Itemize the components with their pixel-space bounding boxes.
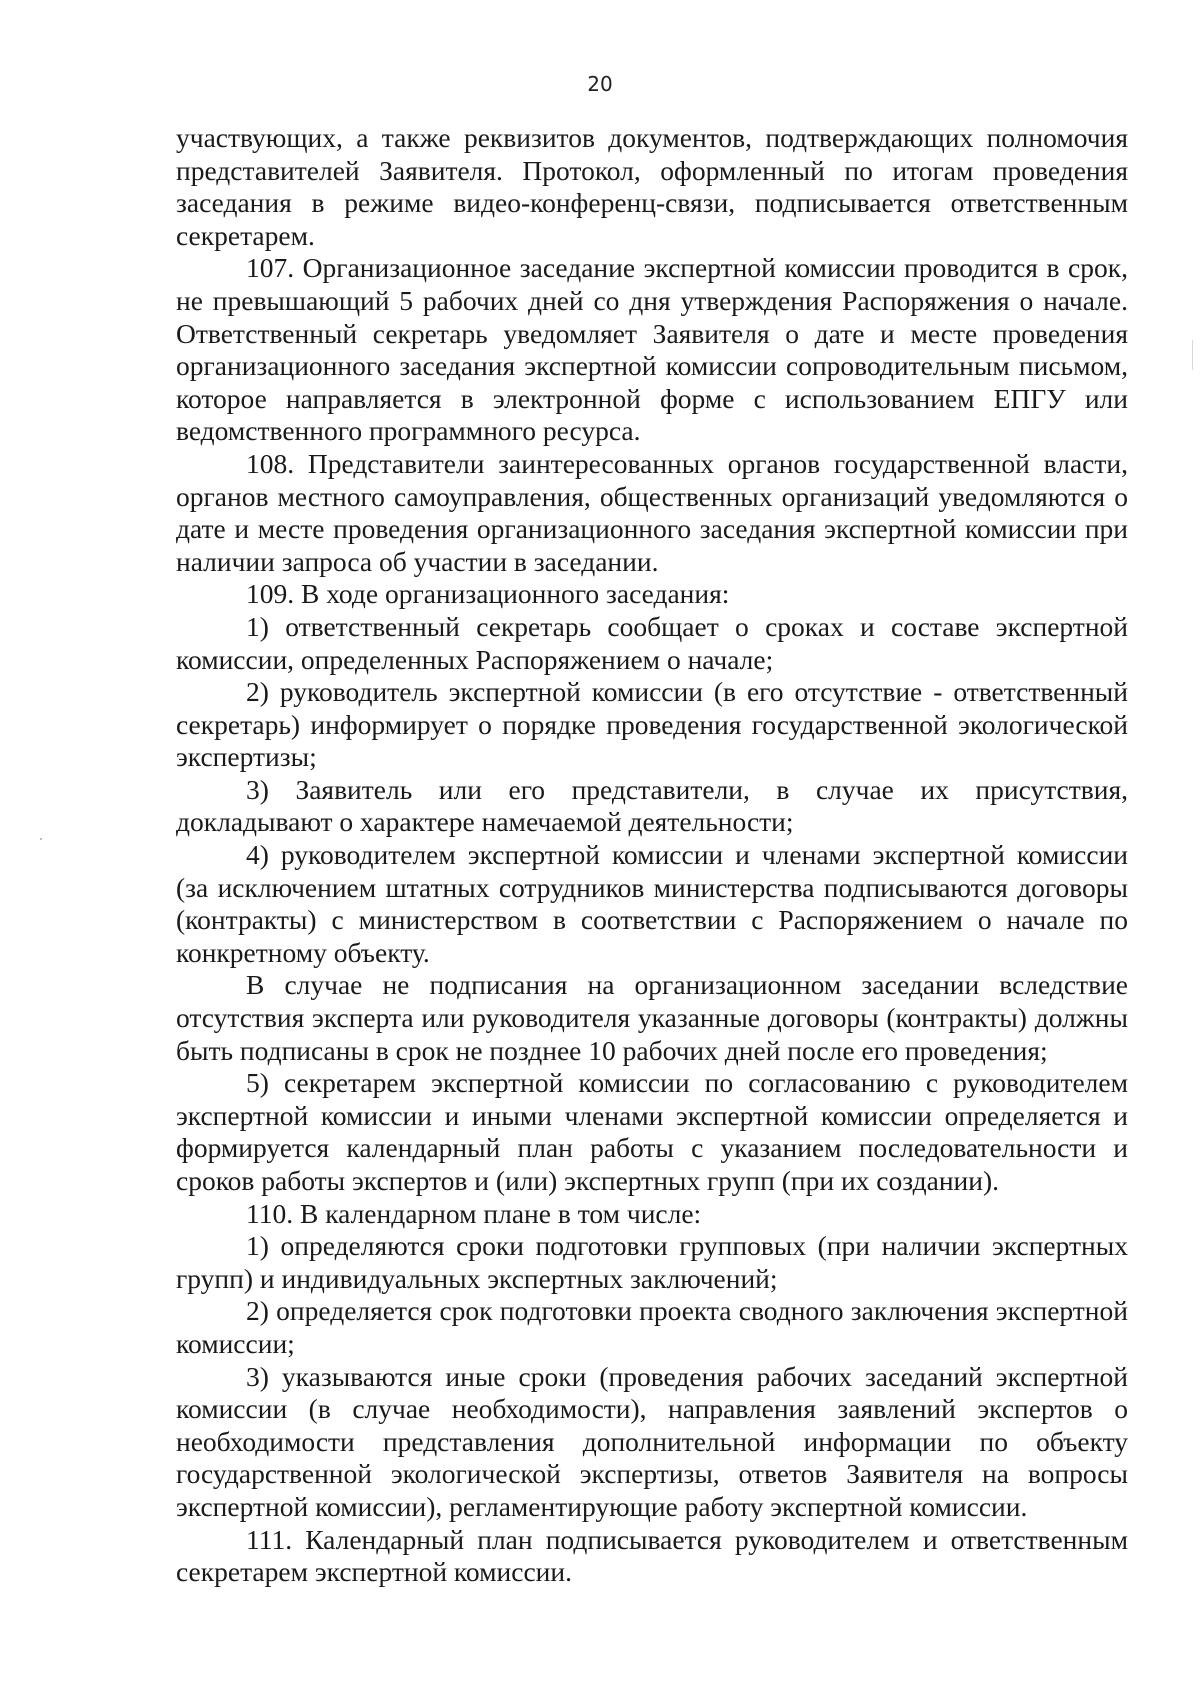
paragraph-110: 110. В календарном плане в том числе: [246, 1197, 702, 1229]
scan-edge-mark [1192, 340, 1193, 370]
paragraph-111: 111. Календарный план подписывается руководителем и ответственным секретарем экспертной комиссии. [176, 1523, 1128, 1588]
paragraph-109-item-1: 1) ответственный секретарь сообщает о сроках и составе экспертной комиссии, определенных Распоряжением о начале; [176, 610, 1128, 675]
paragraph-109-item-4: 4) руководителем экспертной комиссии и членами экспертной комиссии (за исключением штатных сотрудников министерства подписываются договоры (контракты) с министерством в соответствии с Распоряжением о начале по конкретному объекту. [176, 839, 1128, 968]
paragraph-110-item-2: 2) определяется срок подготовки проекта сводного заключения экспертной комиссии; [176, 1295, 1128, 1359]
paragraph-109-item-2: 2) руководитель экспертной комиссии (в его отсутствие - ответственный секретарь) информирует о порядке проведения государственной экологической экспертизы; [176, 676, 1128, 773]
paragraph-107: 107. Организационное заседание экспертной комиссии проводится в срок, не превышающий 5 рабочих дней со дня утверждения Распоряжения о начале. Ответственный секретарь уведомляет Заявителя о дате и месте проведения организационного заседания экспертной комиссии сопроводительным письмом, которое направляется в электронной форме с использованием ЕПГУ или ведомственного программного ресурса. [176, 252, 1128, 447]
paragraph-109-item-4-note: В случае не подписания на организационном заседании вследствие отсутствия эксперта или руководителя указанные договоры (контракты) должны быть подписаны в срок не позднее 10 рабочих дней после его проведения; [176, 969, 1128, 1066]
paragraph-109-item-3: 3) Заявитель или его представители, в случае их присутствия, докладывают о характере намечаемой деятельности; [176, 773, 1128, 838]
paragraph-109: 109. В ходе организационного заседания: [246, 578, 730, 610]
paragraph-108: 108. Представители заинтересованных органов государственной власти, органов местного самоуправления, общественных организаций уведомляются о дате и месте проведения организационного заседания экспертной комиссии при наличии запроса об участии в заседании. [176, 447, 1128, 577]
paragraph-110-item-1: 1) определяются сроки подготовки групповых (при наличии экспертных групп) и индивидуальных экспертных заключений; [176, 1230, 1128, 1294]
paragraph-109-item-5: 5) секретарем экспертной комиссии по согласованию с руководителем экспертной комиссии и иными членами экспертной комиссии определяется и формируется календарный план работы с указанием последовательности и сроков работы экспертов и (или) экспертных групп (при их создании). [176, 1067, 1128, 1196]
document-body [176, 122, 1128, 1589]
page-number: 20 [587, 72, 613, 96]
scan-speck [40, 838, 42, 840]
paragraph-110-item-3: 3) указываются иные сроки (проведения рабочих заседаний экспертной комиссии (в случае необходимости), направления заявлений экспертов о необходимости представления дополнительной информации по объекту государственной экологической экспертизы, ответов Заявителя на вопросы экспертной комиссии), регламентирующие работу экспертной комиссии. [176, 1360, 1128, 1522]
paragraph-continuation: участвующих, а также реквизитов документов, подтверждающих полномочия представителей Заявителя. Протокол, оформленный по итогам проведения заседания в режиме видео-конференц-связи, подписывается ответственным секретарем. [176, 122, 1128, 251]
